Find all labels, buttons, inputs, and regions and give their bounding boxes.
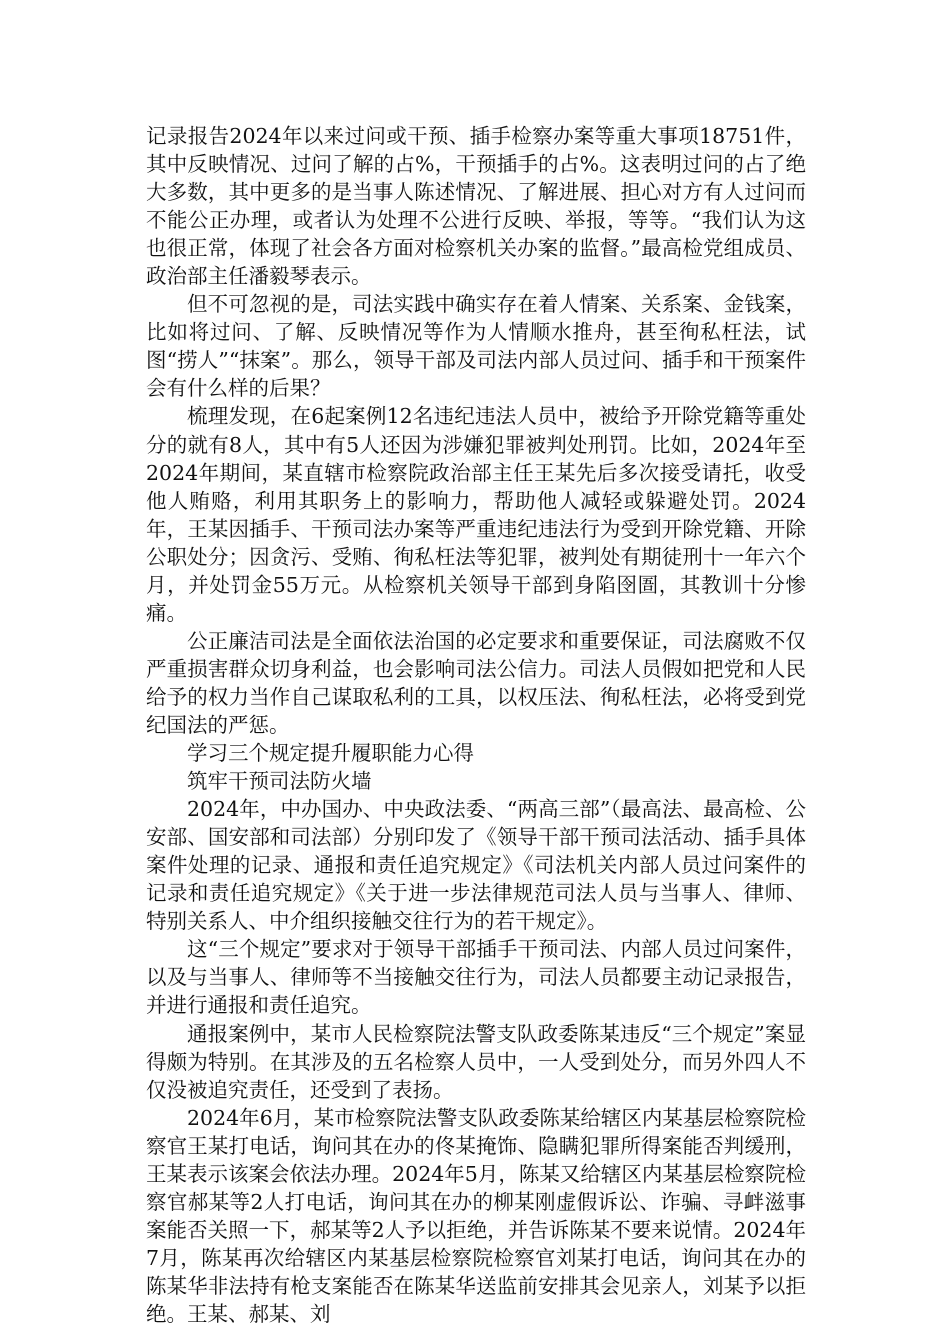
section-heading: 学习三个规定提升履职能力心得: [187, 741, 474, 766]
paragraph-6: 这“三个规定”要求对于领导干部插手干预司法、内部人员过问案件，以及与当事人、律师等不当接触交往行为，司法人员都要主动记录报告，并进行通报和责任追究。: [146, 937, 806, 1018]
paragraph-2: 但不可忽视的是，司法实践中确实存在着人情案、关系案、金钱案，比如将过问、了解、反映情况等作为人情顺水推舟，甚至徇私枉法，试图“捞人”“抹案”。那么，领导干部及司法内部人员过问、插手和干预案件会有什么样的后果？: [146, 292, 806, 401]
paragraph-4: 公正廉洁司法是全面依法治国的必定要求和重要保证，司法腐败不仅严重损害群众切身利益，也会影响司法公信力。司法人员假如把党和人民给予的权力当作自己谋取私利的工具，以权压法、徇私枉法，必将受到党纪国法的严惩。: [146, 628, 806, 737]
section-subheading: 筑牢干预司法防火墙: [187, 769, 372, 794]
paragraph-5: 2024年，中办国办、中央政法委、“两高三部”（最高法、最高检、公安部、国安部和司法部）分别印发了《领导干部干预司法活动、插手具体案件处理的记录、通报和责任追究规定》《司法机关内部人员过问案件的记录和责任追究规定》《关于进一步法律规范司法人员与当事人、律师、特别关系人、中介组织接触交往行为的若干规定》。: [146, 797, 806, 934]
paragraph-8: 2024年6月，某市检察院法警支队政委陈某给辖区内某基层检察院检察官王某打电话，询问其在办的佟某掩饰、隐瞒犯罪所得案能否判缓刑，王某表示该案会依法办理。2024年5月，陈某又给辖区内某基层检察院检察官郝某等2人打电话，询问其在办的柳某刚虚假诉讼、诈骗、寻衅滋事案能否关照一下，郝某等2人予以拒绝，并告诉陈某不要来说情。2024年7月，陈某再次给辖区内某基层检察院检察官刘某打电话，询问其在办的陈某华非法持有枪支案能否在陈某华送监前安排其会见亲人，刘某予以拒绝。王某、郝某、刘: [146, 1105, 806, 1326]
document-body: [146, 122, 806, 1328]
paragraph-7: 通报案例中，某市人民检察院法警支队政委陈某违反“三个规定”案显得颇为特别。在其涉及的五名检察人员中，一人受到处分，而另外四人不仅没被追究责任，还受到了表扬。: [146, 1021, 806, 1102]
paragraph-1: 记录报告2024年以来过问或干预、插手检察办案等重大事项18751件，其中反映情况、过问了解的占%，干预插手的占%。这表明过问的占了绝大多数，其中更多的是当事人陈述情况、了解进展、担心对方有人过问而不能公正办理，或者认为处理不公进行反映、举报，等等。“我们认为这也很正常，体现了社会各方面对检察机关办案的监督。”最高检党组成员、政治部主任潘毅琴表示。: [146, 124, 806, 289]
paragraph-3: 梳理发现，在6起案例12名违纪违法人员中，被给予开除党籍等重处分的就有8人，其中有5人还因为涉嫌犯罪被判处刑罚。比如，2024年至2024年期间，某直辖市检察院政治部主任王某先后多次接受请托，收受他人贿赂，利用其职务上的影响力，帮助他人减轻或躲避处罚。2024年，王某因插手、干预司法办案等严重违纪违法行为受到开除党籍、开除公职处分；因贪污、受贿、徇私枉法等犯罪，被判处有期徒刑十一年六个月，并处罚金55万元。从检察机关领导干部到身陷囹圄，其教训十分惨痛。: [146, 404, 806, 625]
